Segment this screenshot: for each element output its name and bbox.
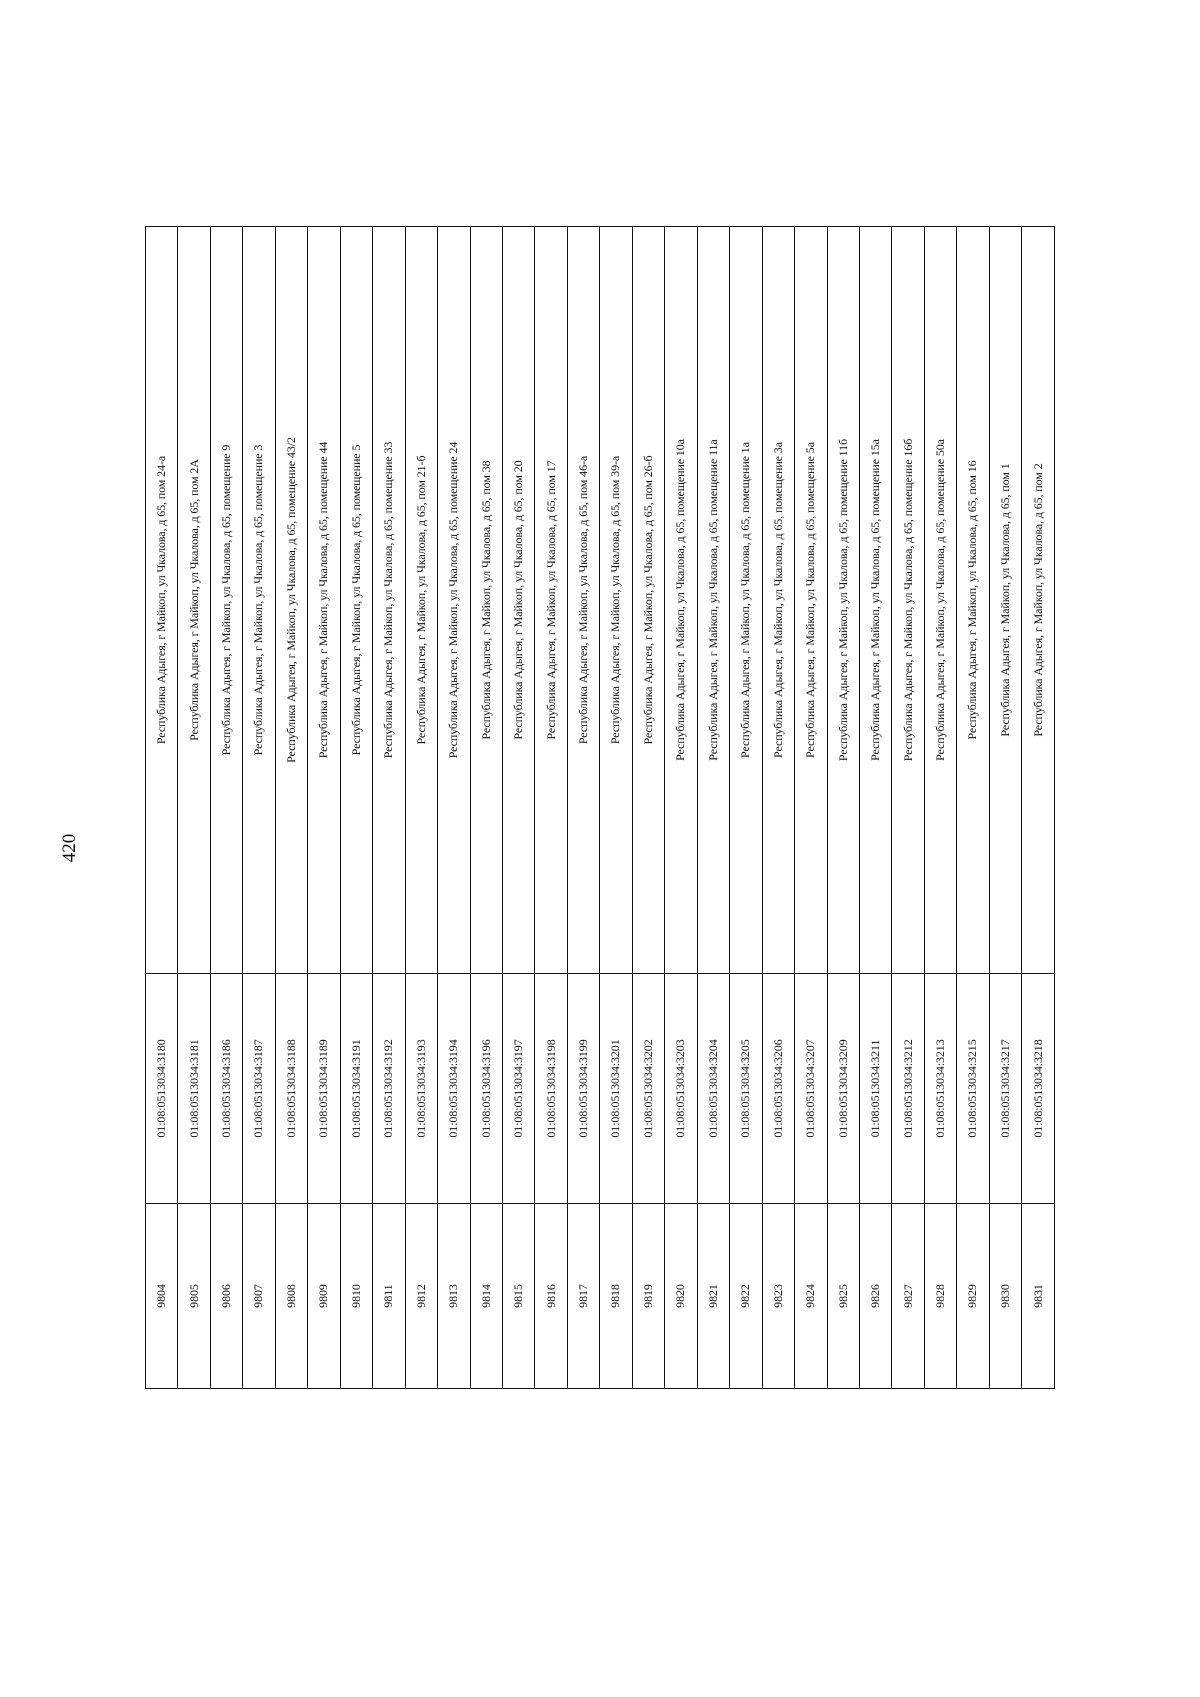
- table-row: [210, 227, 242, 1389]
- address-cell: Республика Адыгея, г Майкоп, ул Чкалова, д 65, помещение 5: [340, 227, 372, 974]
- row-number-cell: 9826: [859, 1204, 891, 1389]
- address-cell: Республика Адыгея, г Майкоп, ул Чкалова, д 65, помещение 44: [308, 227, 340, 974]
- address-cell: Республика Адыгея, г Майкоп, ул Чкалова, д 65, пом 2: [1022, 227, 1055, 974]
- table-row: [243, 227, 275, 1389]
- cadastral-number-cell: 01:08:0513034:3187: [243, 974, 275, 1204]
- row-number-cell: 9822: [730, 1204, 762, 1389]
- row-number-cell: 9817: [567, 1204, 599, 1389]
- address-cell: Республика Адыгея, г Майкоп, ул Чкалова, д 65, помещение 1а: [730, 227, 762, 974]
- table-row: [730, 227, 762, 1389]
- cadastral-number-cell: 01:08:0513034:3217: [989, 974, 1021, 1204]
- row-number-cell: 9815: [502, 1204, 534, 1389]
- cadastral-number-cell: 01:08:0513034:3198: [535, 974, 567, 1204]
- row-number-cell: 9813: [438, 1204, 470, 1389]
- table-row: [665, 227, 697, 1389]
- row-number-cell: 9808: [275, 1204, 307, 1389]
- property-register-table-frame: [145, 227, 1055, 1389]
- address-cell: Республика Адыгея, г Майкоп, ул Чкалова, д 65, помещение 50а: [924, 227, 956, 974]
- cadastral-number-cell: 01:08:0513034:3188: [275, 974, 307, 1204]
- cadastral-number-cell: 01:08:0513034:3206: [762, 974, 794, 1204]
- table-row: [502, 227, 534, 1389]
- address-cell: Республика Адыгея, г Майкоп, ул Чкалова, д 65, помещение 33: [373, 227, 405, 974]
- address-cell: Республика Адыгея, г Майкоп, ул Чкалова, д 65, помещение 16б: [892, 227, 924, 974]
- row-number-cell: 9831: [1022, 1204, 1055, 1389]
- cadastral-number-cell: 01:08:0513034:3204: [697, 974, 729, 1204]
- cadastral-number-cell: 01:08:0513034:3212: [892, 974, 924, 1204]
- cadastral-number-cell: 01:08:0513034:3213: [924, 974, 956, 1204]
- table-row: [957, 227, 989, 1389]
- row-number-cell: 9828: [924, 1204, 956, 1389]
- cadastral-number-cell: 01:08:0513034:3180: [146, 974, 178, 1204]
- cadastral-number-cell: 01:08:0513034:3186: [210, 974, 242, 1204]
- cadastral-number-cell: 01:08:0513034:3199: [567, 974, 599, 1204]
- table-row: [697, 227, 729, 1389]
- address-cell: Республика Адыгея, г Майкоп, ул Чкалова, д 65, пом 1: [989, 227, 1021, 974]
- row-number-cell: 9804: [146, 1204, 178, 1389]
- cadastral-number-cell: 01:08:0513034:3211: [859, 974, 891, 1204]
- address-cell: Республика Адыгея, г Майкоп, ул Чкалова, д 65, помещение 9: [210, 227, 242, 974]
- cadastral-number-cell: 01:08:0513034:3194: [438, 974, 470, 1204]
- table-row: [535, 227, 567, 1389]
- address-cell: Республика Адыгея, г Майкоп, ул Чкалова, д 65, пом 24-а: [146, 227, 178, 974]
- table-row: [600, 227, 632, 1389]
- table-row: [827, 227, 859, 1389]
- row-number-cell: 9810: [340, 1204, 372, 1389]
- address-cell: Республика Адыгея, г Майкоп, ул Чкалова, д 65, помещение 3а: [762, 227, 794, 974]
- table-row: [762, 227, 794, 1389]
- cadastral-number-cell: 01:08:0513034:3205: [730, 974, 762, 1204]
- address-cell: Республика Адыгея, г Майкоп, ул Чкалова, д 65, пом 2А: [178, 227, 210, 974]
- row-number-cell: 9819: [632, 1204, 664, 1389]
- table-row: [892, 227, 924, 1389]
- address-cell: Республика Адыгея, г Майкоп, ул Чкалова, д 65, помещение 24: [438, 227, 470, 974]
- table-row: [405, 227, 437, 1389]
- address-cell: Республика Адыгея, г Майкоп, ул Чкалова, д 65, помещение 43/2: [275, 227, 307, 974]
- row-number-cell: 9814: [470, 1204, 502, 1389]
- address-cell: Республика Адыгея, г Майкоп, ул Чкалова, д 65, помещение 3: [243, 227, 275, 974]
- row-number-cell: 9806: [210, 1204, 242, 1389]
- address-cell: Республика Адыгея, г Майкоп, ул Чкалова, д 65, пом 16: [957, 227, 989, 974]
- row-number-cell: 9824: [795, 1204, 827, 1389]
- address-cell: Республика Адыгея, г Майкоп, ул Чкалова, д 65, помещение 11а: [697, 227, 729, 974]
- page-number: 420: [59, 833, 80, 863]
- cadastral-number-cell: 01:08:0513034:3193: [405, 974, 437, 1204]
- row-number-cell: 9820: [665, 1204, 697, 1389]
- cadastral-number-cell: 01:08:0513034:3218: [1022, 974, 1055, 1204]
- cadastral-number-cell: 01:08:0513034:3203: [665, 974, 697, 1204]
- cadastral-number-cell: 01:08:0513034:3189: [308, 974, 340, 1204]
- cadastral-number-cell: 01:08:0513034:3215: [957, 974, 989, 1204]
- table-row: [989, 227, 1021, 1389]
- address-cell: Республика Адыгея, г Майкоп, ул Чкалова, д 65, пом 46-а: [567, 227, 599, 974]
- row-number-cell: 9816: [535, 1204, 567, 1389]
- row-number-cell: 9805: [178, 1204, 210, 1389]
- address-cell: Республика Адыгея, г Майкоп, ул Чкалова, д 65, пом 26-б: [632, 227, 664, 974]
- table-row: [795, 227, 827, 1389]
- table-row: [178, 227, 210, 1389]
- address-cell: Республика Адыгея, г Майкоп, ул Чкалова, д 65, помещение 11б: [827, 227, 859, 974]
- row-number-cell: 9818: [600, 1204, 632, 1389]
- table-row: [470, 227, 502, 1389]
- table-row: [924, 227, 956, 1389]
- cadastral-number-cell: 01:08:0513034:3202: [632, 974, 664, 1204]
- address-cell: Республика Адыгея, г Майкоп, ул Чкалова, д 65, пом 38: [470, 227, 502, 974]
- row-number-cell: 9811: [373, 1204, 405, 1389]
- row-number-cell: 9812: [405, 1204, 437, 1389]
- cadastral-number-cell: 01:08:0513034:3191: [340, 974, 372, 1204]
- table-row: [146, 227, 178, 1389]
- cadastral-number-cell: 01:08:0513034:3209: [827, 974, 859, 1204]
- table-row: [632, 227, 664, 1389]
- table-row: [1022, 227, 1055, 1389]
- table-row: [859, 227, 891, 1389]
- address-cell: Республика Адыгея, г Майкоп, ул Чкалова, д 65, помещение 5а: [795, 227, 827, 974]
- table-row: [275, 227, 307, 1389]
- row-number-cell: 9830: [989, 1204, 1021, 1389]
- cadastral-number-cell: 01:08:0513034:3201: [600, 974, 632, 1204]
- table-body: [146, 227, 1055, 1389]
- row-number-cell: 9829: [957, 1204, 989, 1389]
- cadastral-number-cell: 01:08:0513034:3196: [470, 974, 502, 1204]
- cadastral-number-cell: 01:08:0513034:3192: [373, 974, 405, 1204]
- row-number-cell: 9823: [762, 1204, 794, 1389]
- table-row: [373, 227, 405, 1389]
- row-number-cell: 9827: [892, 1204, 924, 1389]
- table-row: [340, 227, 372, 1389]
- cadastral-number-cell: 01:08:0513034:3181: [178, 974, 210, 1204]
- cadastral-number-cell: 01:08:0513034:3197: [502, 974, 534, 1204]
- table-row: [438, 227, 470, 1389]
- address-cell: Республика Адыгея, г Майкоп, ул Чкалова, д 65, пом 17: [535, 227, 567, 974]
- row-number-cell: 9807: [243, 1204, 275, 1389]
- address-cell: Республика Адыгея, г Майкоп, ул Чкалова, д 65, пом 21-б: [405, 227, 437, 974]
- row-number-cell: 9825: [827, 1204, 859, 1389]
- cadastral-number-cell: 01:08:0513034:3207: [795, 974, 827, 1204]
- address-cell: Республика Адыгея, г Майкоп, ул Чкалова, д 65, пом 20: [502, 227, 534, 974]
- row-number-cell: 9809: [308, 1204, 340, 1389]
- table-row: [308, 227, 340, 1389]
- address-cell: Республика Адыгея, г Майкоп, ул Чкалова, д 65, помещение 10а: [665, 227, 697, 974]
- address-cell: Республика Адыгея, г Майкоп, ул Чкалова, д 65, помещение 15а: [859, 227, 891, 974]
- address-cell: Республика Адыгея, г Майкоп, ул Чкалова, д 65, пом 39-а: [600, 227, 632, 974]
- table-row: [567, 227, 599, 1389]
- row-number-cell: 9821: [697, 1204, 729, 1389]
- property-register-table: [145, 226, 1055, 1389]
